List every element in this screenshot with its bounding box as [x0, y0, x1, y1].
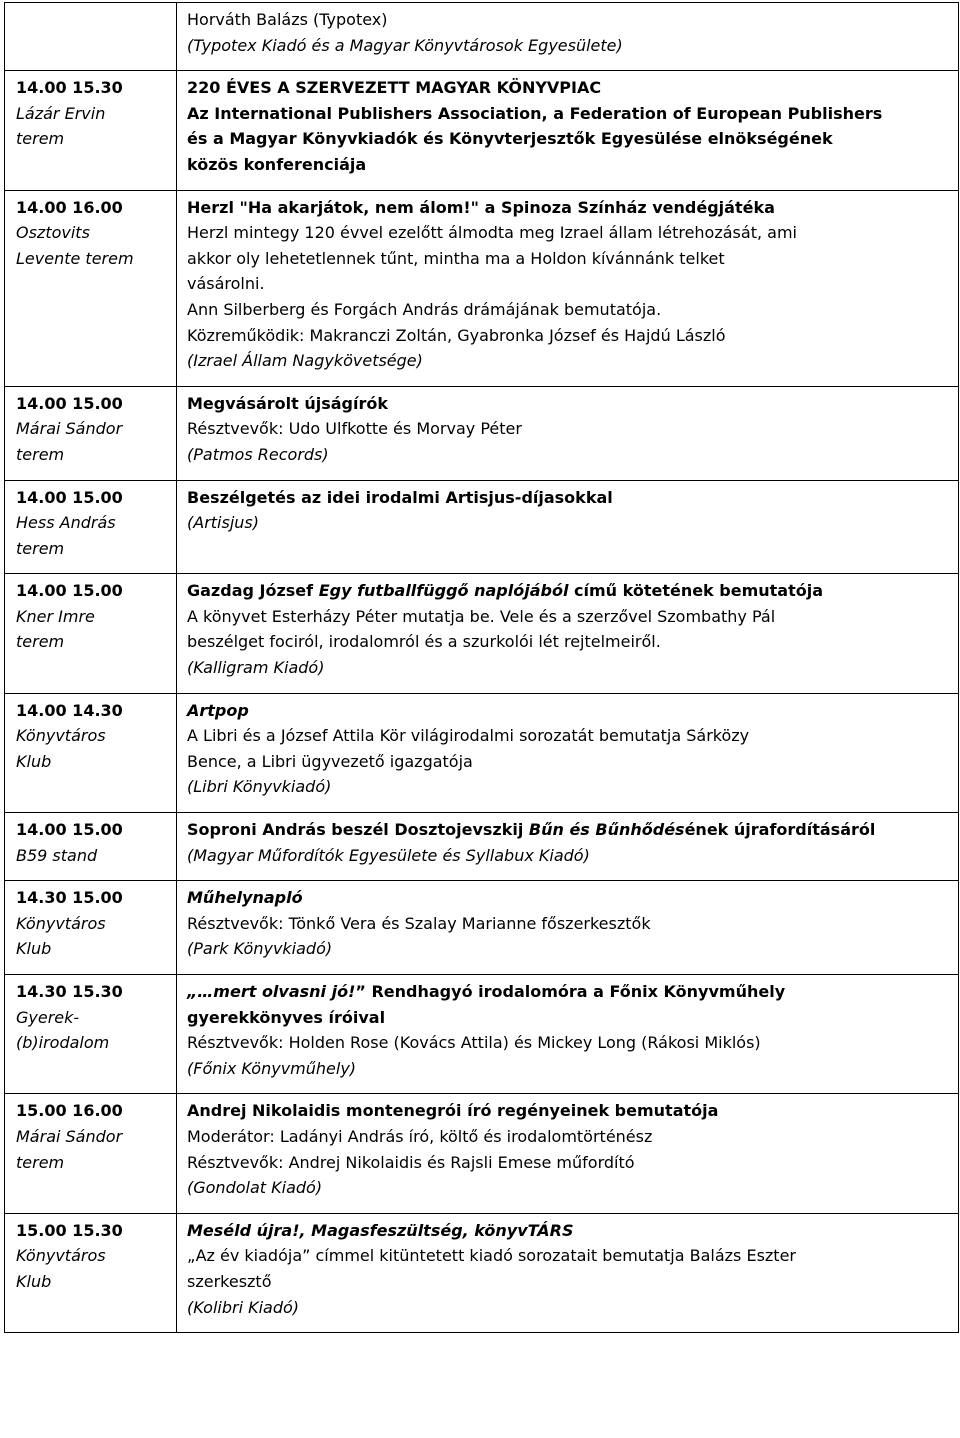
description-cell [177, 975, 959, 1094]
time-range: 14.00 15.00 [16, 487, 123, 507]
event-title [187, 817, 952, 843]
time-cell [5, 480, 177, 574]
program-row [5, 386, 959, 480]
event-title-part: című kötetének bemutatója [568, 581, 823, 601]
program-row [5, 574, 959, 693]
description-cell [177, 386, 959, 480]
time-cell [5, 693, 177, 812]
description-cell [177, 1213, 959, 1332]
venue: terem [16, 444, 65, 464]
time-cell [5, 1213, 177, 1332]
event-title-part: Soproni András beszél Dosztojevszkij [187, 820, 529, 840]
program-row [5, 881, 959, 975]
program-row [5, 3, 959, 71]
description-line: Moderátor: Ladányi András író, költő és irodalomtörténész [187, 1126, 653, 1146]
program-row [5, 480, 959, 574]
time-range: 14.00 15.00 [16, 820, 123, 840]
venue: Könyvtáros [16, 913, 106, 933]
time-range: 14.00 16.00 [16, 197, 123, 217]
time-cell [5, 386, 177, 480]
event-title [187, 578, 952, 604]
time-range: 14.00 15.30 [16, 78, 123, 98]
venue: Könyvtáros [16, 726, 106, 746]
event-title: Andrej Nikolaidis montenegrói író regényeinek bemutatója [187, 1101, 719, 1121]
venue: Levente terem [16, 248, 134, 268]
event-title: közös konferenciája [187, 154, 367, 174]
description-cell [177, 480, 959, 574]
event-title: gyerekkönyves íróival [187, 1007, 386, 1027]
event-title-part: ének újrafordításáról [684, 820, 876, 840]
program-row [5, 190, 959, 386]
program-row [5, 975, 959, 1094]
description-cell [177, 71, 959, 190]
description-line: Bence, a Libri ügyvezető igazgatója [187, 751, 473, 771]
venue: Kner Imre [16, 606, 95, 626]
venue: Márai Sándor [16, 419, 123, 439]
venue: terem [16, 538, 65, 558]
description-line: Közreműködik: Makranczi Zoltán, Gyabronka József és Hajdú László [187, 325, 726, 345]
venue: Könyvtáros [16, 1246, 106, 1266]
description-cell [177, 3, 959, 71]
event-title: Meséld újra!, Magasfeszültség, könyvTÁRS [187, 1220, 574, 1240]
venue: Lázár Ervin [16, 103, 106, 123]
organizer-line: (Főnix Könyvműhely) [187, 1058, 357, 1078]
venue: Klub [16, 751, 52, 771]
description-line: Résztvevők: Holden Rose (Kovács Attila) és Mickey Long (Rákosi Miklós) [187, 1033, 761, 1053]
time-range: 15.00 16.00 [16, 1101, 123, 1121]
program-row [5, 813, 959, 881]
time-range: 14.00 14.30 [16, 700, 123, 720]
description-cell [177, 574, 959, 693]
venue: Osztovits [16, 223, 90, 243]
organizer-line: (Libri Könyvkiadó) [187, 777, 332, 797]
description-line: Résztvevők: Andrej Nikolaidis és Rajsli Emese műfordító [187, 1152, 635, 1172]
description-cell [177, 693, 959, 812]
organizer-line: (Patmos Records) [187, 444, 329, 464]
organizer-line: (Kalligram Kiadó) [187, 658, 325, 678]
description-line: akkor oly lehetetlennek tűnt, mintha ma a Holdon kívánnánk telket [187, 248, 725, 268]
venue: terem [16, 129, 65, 149]
description-line: vásárolni. [187, 274, 265, 294]
time-cell [5, 71, 177, 190]
event-title: Megvásárolt újságírók [187, 393, 389, 413]
description-line: Herzl mintegy 120 évvel ezelőtt álmodta meg Izrael állam létrehozását, ami [187, 223, 797, 243]
time-cell [5, 881, 177, 975]
organizer-line: (Gondolat Kiadó) [187, 1178, 323, 1198]
venue: Hess András [16, 513, 116, 533]
organizer-line: (Kolibri Kiadó) [187, 1297, 300, 1317]
event-title: Beszélgetés az idei irodalmi Artisjus-díjasokkal [187, 487, 613, 507]
time-range: 14.30 15.30 [16, 982, 123, 1001]
venue: B59 stand [16, 845, 98, 865]
venue: terem [16, 632, 65, 652]
presenter-line: Horváth Balázs (Typotex) [187, 10, 388, 29]
time-cell [5, 574, 177, 693]
time-cell [5, 3, 177, 71]
description-line: beszélget fociról, irodalomról és a szurkolói lét rejtelmeiről. [187, 632, 661, 652]
description-line: A Libri és a József Attila Kör világirodalmi sorozatát bemutatja Sárközy [187, 726, 750, 746]
program-row [5, 693, 959, 812]
organizer-line: (Park Könyvkiadó) [187, 939, 333, 959]
description-line: Résztvevők: Tönkő Vera és Szalay Marianne főszerkesztők [187, 913, 651, 933]
description-cell [177, 813, 959, 881]
book-title: Egy futballfüggő naplójából [318, 581, 569, 601]
time-range: 14.00 15.00 [16, 393, 123, 413]
event-title [187, 195, 952, 221]
venue: terem [16, 1152, 65, 1172]
program-row [5, 1094, 959, 1213]
book-title: Bűn és Bűnhődés [528, 820, 685, 840]
time-cell [5, 813, 177, 881]
time-cell [5, 1094, 177, 1213]
description-cell [177, 190, 959, 386]
venue: Gyerek- [16, 1007, 80, 1027]
description-line: A könyvet Esterházy Péter mutatja be. Vele és a szerzővel Szombathy Pál [187, 606, 776, 626]
program-row [5, 71, 959, 190]
time-cell [5, 975, 177, 1094]
event-title-part: a Spinoza Színház vendégjátéka [479, 197, 775, 217]
venue: Márai Sándor [16, 1126, 123, 1146]
description-line: Résztvevők: Udo Ulfkotte és Morvay Péter [187, 419, 522, 439]
event-title-part: Gazdag József [187, 581, 319, 601]
event-title: 220 ÉVES A SZERVEZETT MAGYAR KÖNYVPIAC [187, 78, 602, 98]
description-line: Ann Silberberg és Forgách András drámájának bemutatója. [187, 299, 662, 319]
event-title-part: Herzl "Ha akarjátok, nem álom!" [187, 197, 479, 217]
venue: (b)irodalom [16, 1033, 110, 1053]
time-range: 14.30 15.00 [16, 888, 123, 908]
program-table [4, 2, 959, 1333]
event-title [187, 979, 952, 1005]
time-cell [5, 190, 177, 386]
time-range: 14.00 15.00 [16, 581, 123, 601]
organizer-line: (Artisjus) [187, 513, 259, 533]
event-title: Műhelynapló [187, 888, 303, 908]
program-row [5, 1213, 959, 1332]
event-title-part: ” Rendhagyó irodalomóra a Főnix Könyvműhely [355, 982, 786, 1001]
description-cell [177, 881, 959, 975]
organizer-line: (Izrael Állam Nagykövetsége) [187, 351, 423, 371]
organizer-line: (Magyar Műfordítók Egyesülete és Syllabux Kiadó) [187, 845, 590, 865]
time-range: 15.00 15.30 [16, 1220, 123, 1240]
description-cell [177, 1094, 959, 1213]
description-line: szerkesztő [187, 1271, 272, 1291]
event-title: és a Magyar Könyvkiadók és Könyvterjesztők Egyesülése elnökségének [187, 129, 833, 149]
event-title: Az International Publishers Association, a Federation of European Publishers [187, 103, 883, 123]
venue: Klub [16, 939, 52, 959]
event-title-part: „…mert olvasni jó! [187, 982, 356, 1001]
organizer-line: (Typotex Kiadó és a Magyar Könyvtárosok Egyesülete) [187, 35, 623, 55]
venue: Klub [16, 1271, 52, 1291]
description-line: „Az év kiadója” címmel kitüntetett kiadó sorozatait bemutatja Balázs Eszter [187, 1246, 796, 1266]
event-title: Artpop [187, 700, 249, 720]
